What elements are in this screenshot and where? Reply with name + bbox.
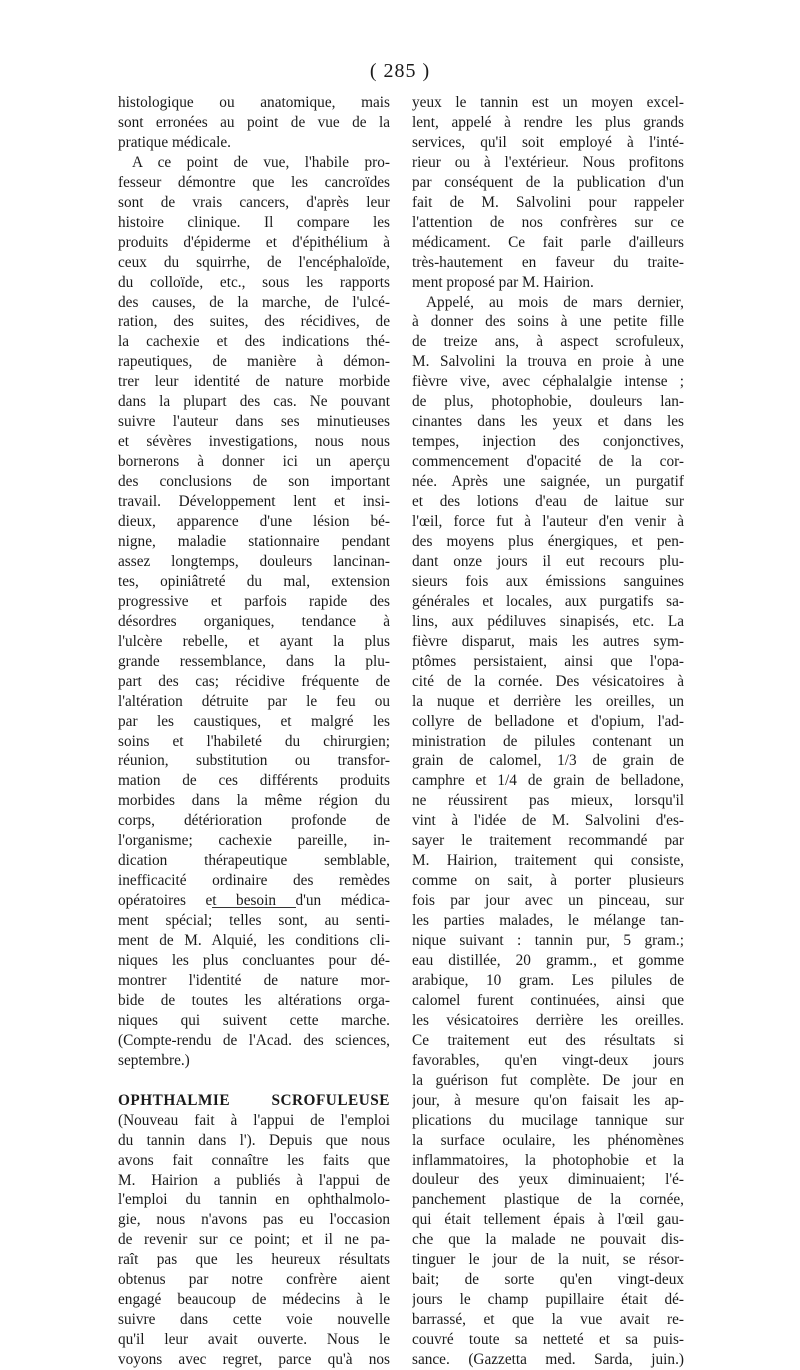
- text-line: des conclusions de son important: [118, 473, 390, 491]
- text-line: qui était tellement épais à l'œil gau-: [412, 1211, 684, 1229]
- text-line: du colloïde, etc., sous les rapports: [118, 273, 390, 291]
- text-line: soins et l'habileté du chirurgien;: [118, 732, 390, 750]
- text-line: fièvre vive, avec céphalalgie intense ;: [412, 373, 684, 391]
- text-line: sance. (Gazzetta med. Sarda, juin.): [412, 1351, 684, 1369]
- text-line: l'altération détruite par le feu ou: [118, 692, 390, 710]
- text-line: bornerons à donner ici un aperçu: [118, 453, 390, 471]
- text-line: ministration de pilules contenant un: [412, 732, 684, 750]
- text-line: lent, appelé à rendre les plus grands: [412, 113, 684, 131]
- page-number: ( 285 ): [369, 60, 431, 82]
- text-line: jours le champ pupillaire était dé-: [412, 1291, 684, 1309]
- text-line: des causes, de la marche, de l'ulcé-: [118, 293, 390, 311]
- text-line: travail. Développement lent et insi-: [118, 493, 390, 511]
- text-line: ceux du squirrhe, de l'encéphaloïde,: [118, 253, 390, 271]
- text-line: dication thérapeutique semblable,: [118, 852, 390, 870]
- text-line: arabique, 10 gram. Les pilules de: [412, 971, 684, 989]
- text-line: histologique ou anatomique, mais: [118, 94, 390, 111]
- text-line: tempes, injection des conjonctives,: [412, 433, 684, 451]
- text-line: plications du mucilage tannique sur: [412, 1111, 684, 1129]
- text-line: avons fait connaître les faits que: [118, 1151, 390, 1169]
- text-line: de revenir sur ce point; et il ne pa-: [118, 1231, 390, 1249]
- text-line: bait; de sorte qu'en vingt-deux: [412, 1271, 684, 1289]
- text-line: corps, détérioration profonde de: [118, 812, 390, 830]
- text-line: la surface oculaire, les phénomènes: [412, 1131, 684, 1149]
- text-line: part des cas; récidive fréquente de: [118, 672, 390, 690]
- text-line: niques les plus concluantes pour dé-: [118, 951, 390, 969]
- text-line: par conséquent de la publication d'un: [412, 173, 684, 191]
- text-line: l'ulcère rebelle, et ayant la plus: [118, 632, 390, 650]
- text-line: ment spécial; telles sont, au senti-: [118, 912, 390, 930]
- text-line: dans la plupart des cas. Ne pouvant: [118, 393, 390, 411]
- text-line: sayer le traitement recommandé par: [412, 832, 684, 850]
- text-line: du tannin dans l'). Depuis que nous: [118, 1131, 390, 1149]
- text-line: M. Hairion a publiés à l'appui de: [118, 1171, 390, 1189]
- text-line: la nuque et derrière les oreilles, un: [412, 692, 684, 710]
- text-line: la cachexie et des indications thé-: [118, 333, 390, 351]
- text-line: opératoires et besoin d'un médica-: [118, 892, 390, 910]
- text-line: fait de M. Salvolini pour rappeler: [412, 193, 684, 211]
- text-line: rapeutiques, de manière à démon-: [118, 353, 390, 371]
- text-line: dant onze jours il eut recours plu-: [412, 552, 684, 570]
- text-line: vint à l'idée de M. Salvolini d'es-: [412, 812, 684, 830]
- text-line: par les caustiques, et malgré les: [118, 712, 390, 730]
- text-line: l'attention de nos confrères sur ce: [412, 213, 684, 231]
- text-line: fièvre disparut, mais les autres sym-: [412, 632, 684, 650]
- text-line: produits d'épiderme et d'épithélium à: [118, 233, 390, 251]
- text-line: grande ressemblance, dans la plu-: [118, 652, 390, 670]
- section-divider: [212, 907, 296, 908]
- text-line: (Nouveau fait à l'appui de l'emploi: [118, 1111, 390, 1129]
- text-line: barrassé, et que la vue avait re-: [412, 1311, 684, 1329]
- text-line: médicament. Ce fait parle d'ailleurs: [412, 233, 684, 251]
- left-column: [118, 93, 390, 1370]
- text-line: cité de la cornée. Des vésicatoires à: [412, 672, 684, 690]
- text-line: couvré toute sa netteté et sa puis-: [412, 1331, 684, 1349]
- text-line: obtenus par notre confrère aient: [118, 1271, 390, 1289]
- text-line: désordres organiques, tendance à: [118, 612, 390, 630]
- text-line: fois par jour avec un pinceau, sur: [412, 892, 684, 910]
- text-line: et sévères investigations, nous nous: [118, 433, 390, 451]
- text-line: suivre l'auteur dans ses minutieuses: [118, 413, 390, 431]
- text-line: voyons avec regret, parce qu'à nos: [118, 1351, 390, 1369]
- text-line: ne réussirent pas mieux, lorsqu'il: [412, 792, 684, 810]
- text-line: trer leur identité de nature morbide: [118, 373, 390, 391]
- text-line: grain de calomel, 1/3 de grain de: [412, 752, 684, 770]
- text-line: montrer l'identité de nature mor-: [118, 971, 390, 989]
- text-line: services, qu'il soit employé à l'inté-: [412, 133, 684, 151]
- text-line: histoire clinique. Il compare les: [118, 213, 390, 231]
- text-line: commencement d'opacité de la cor-: [412, 453, 684, 471]
- text-line: progressive et parfois rapide des: [118, 592, 390, 610]
- text-line: nigne, maladie stationnaire pendant: [118, 532, 390, 550]
- text-line: A ce point de vue, l'habile pro-: [132, 153, 390, 171]
- text-line: septembre.): [118, 1051, 190, 1069]
- text-line: qu'il leur avait ouverte. Nous le: [118, 1331, 390, 1349]
- text-line: bide de toutes les altérations orga-: [118, 991, 390, 1009]
- text-line: l'organisme; cachexie pareille, in-: [118, 832, 390, 850]
- text-line: collyre de belladone et d'opium, l'ad-: [412, 712, 684, 730]
- text-line: yeux le tannin est un moyen excel-: [412, 94, 684, 111]
- text-line: comme on sait, à porter plusieurs: [412, 872, 684, 890]
- right-column: [412, 93, 684, 1370]
- text-line: M. Hairion, traitement qui consiste,: [412, 852, 684, 870]
- text-line: mation de ces différents produits: [118, 772, 390, 790]
- paragraph-gap: [118, 1071, 390, 1091]
- text-line: ration, des suites, des récidives, de: [118, 313, 390, 331]
- text-line: gie, nous n'avons pas eu l'occasion: [118, 1211, 390, 1229]
- text-line: douleur des yeux diminuaient; l'é-: [412, 1171, 684, 1189]
- text-line: panchement plastique de la cornée,: [412, 1191, 684, 1209]
- text-line: de plus, photophobie, douleurs lan-: [412, 393, 684, 411]
- text-line: raît pas que les heureux résultats: [118, 1251, 390, 1269]
- text-line: ment proposé par M. Hairion.: [412, 273, 594, 291]
- text-line: les vésicatoires derrière les oreilles.: [412, 1011, 684, 1029]
- text-line: ment de M. Alquié, les conditions cli-: [118, 932, 390, 950]
- text-line: fesseur démontre que les cancroïdes: [118, 173, 390, 191]
- text-line: née. Après une saignée, un purgatif: [412, 473, 684, 491]
- text-line: très-hautement en faveur du traite-: [412, 253, 684, 271]
- text-line: lins, aux pédiluves sinapisés, etc. La: [412, 612, 684, 630]
- text-line: tes, opiniâtreté du mal, extension: [118, 572, 390, 590]
- section-heading: OPHTHALMIE SCROFULEUSE: [118, 1091, 390, 1109]
- text-line: inflammatoires, la photophobie et la: [412, 1151, 684, 1169]
- text-line: réunion, substitution ou transfor-: [118, 752, 390, 770]
- text-line: sont erronées au point de vue de la: [118, 113, 390, 131]
- text-line: che que la malade ne pouvait dis-: [412, 1231, 684, 1249]
- text-line: Appelé, au mois de mars dernier,: [426, 293, 684, 311]
- text-line: les parties malades, le mélange tan-: [412, 912, 684, 930]
- text-line: engagé beaucoup de médecins à le: [118, 1291, 390, 1309]
- text-line: de treize ans, à aspect scrofuleux,: [412, 333, 684, 351]
- text-line: calomel furent continuées, ainsi que: [412, 991, 684, 1009]
- text-line: l'emploi du tannin en ophthalmolo-: [118, 1191, 390, 1209]
- text-line: Ce traitement eut des résultats si: [412, 1031, 684, 1049]
- text-line: ptômes persistaient, ainsi que l'opa-: [412, 652, 684, 670]
- text-line: des moyens plus énergiques, et pen-: [412, 532, 684, 550]
- text-line: jour, à mesure qu'on faisait les ap-: [412, 1091, 684, 1109]
- text-line: camphre et 1/4 de grain de belladone,: [412, 772, 684, 790]
- text-line: rieur ou à l'extérieur. Nous profitons: [412, 153, 684, 171]
- text-line: et des lotions d'eau de laitue sur: [412, 493, 684, 511]
- text-line: niques qui suivent cette marche.: [118, 1011, 390, 1029]
- text-line: générales et locales, aux purgatifs sa-: [412, 592, 684, 610]
- text-line: tinguer le jour de la nuit, se résor-: [412, 1251, 684, 1269]
- text-line: sont de vrais cancers, d'après leur: [118, 193, 390, 211]
- text-line: la guérison fut complète. De jour en: [412, 1071, 684, 1089]
- text-line: à donner des soins à une petite fille: [412, 313, 684, 331]
- text-line: inefficacité ordinaire des remèdes: [118, 872, 390, 890]
- text-line: favorables, qu'en vingt-deux jours: [412, 1051, 684, 1069]
- text-line: morbides dans la même région du: [118, 792, 390, 810]
- text-line: dieux, apparence d'une lésion bé-: [118, 513, 390, 531]
- text-line: (Compte-rendu de l'Acad. des sciences,: [118, 1031, 390, 1049]
- text-line: cinantes dans les yeux et dans les: [412, 413, 684, 431]
- text-line: eau distillée, 20 gramm., et gomme: [412, 951, 684, 969]
- text-line: M. Salvolini la trouva en proie à une: [412, 353, 684, 371]
- text-line: sieurs fois aux émissions sanguines: [412, 572, 684, 590]
- text-line: l'œil, force fut à l'auteur d'en venir à: [412, 513, 684, 531]
- text-line: assez longtemps, douleurs lancinan-: [118, 552, 390, 570]
- text-line: suivre dans cette voie nouvelle: [118, 1311, 390, 1329]
- text-line: nique suivant : tannin pur, 5 gram.;: [412, 932, 684, 950]
- text-line: pratique médicale.: [118, 133, 231, 151]
